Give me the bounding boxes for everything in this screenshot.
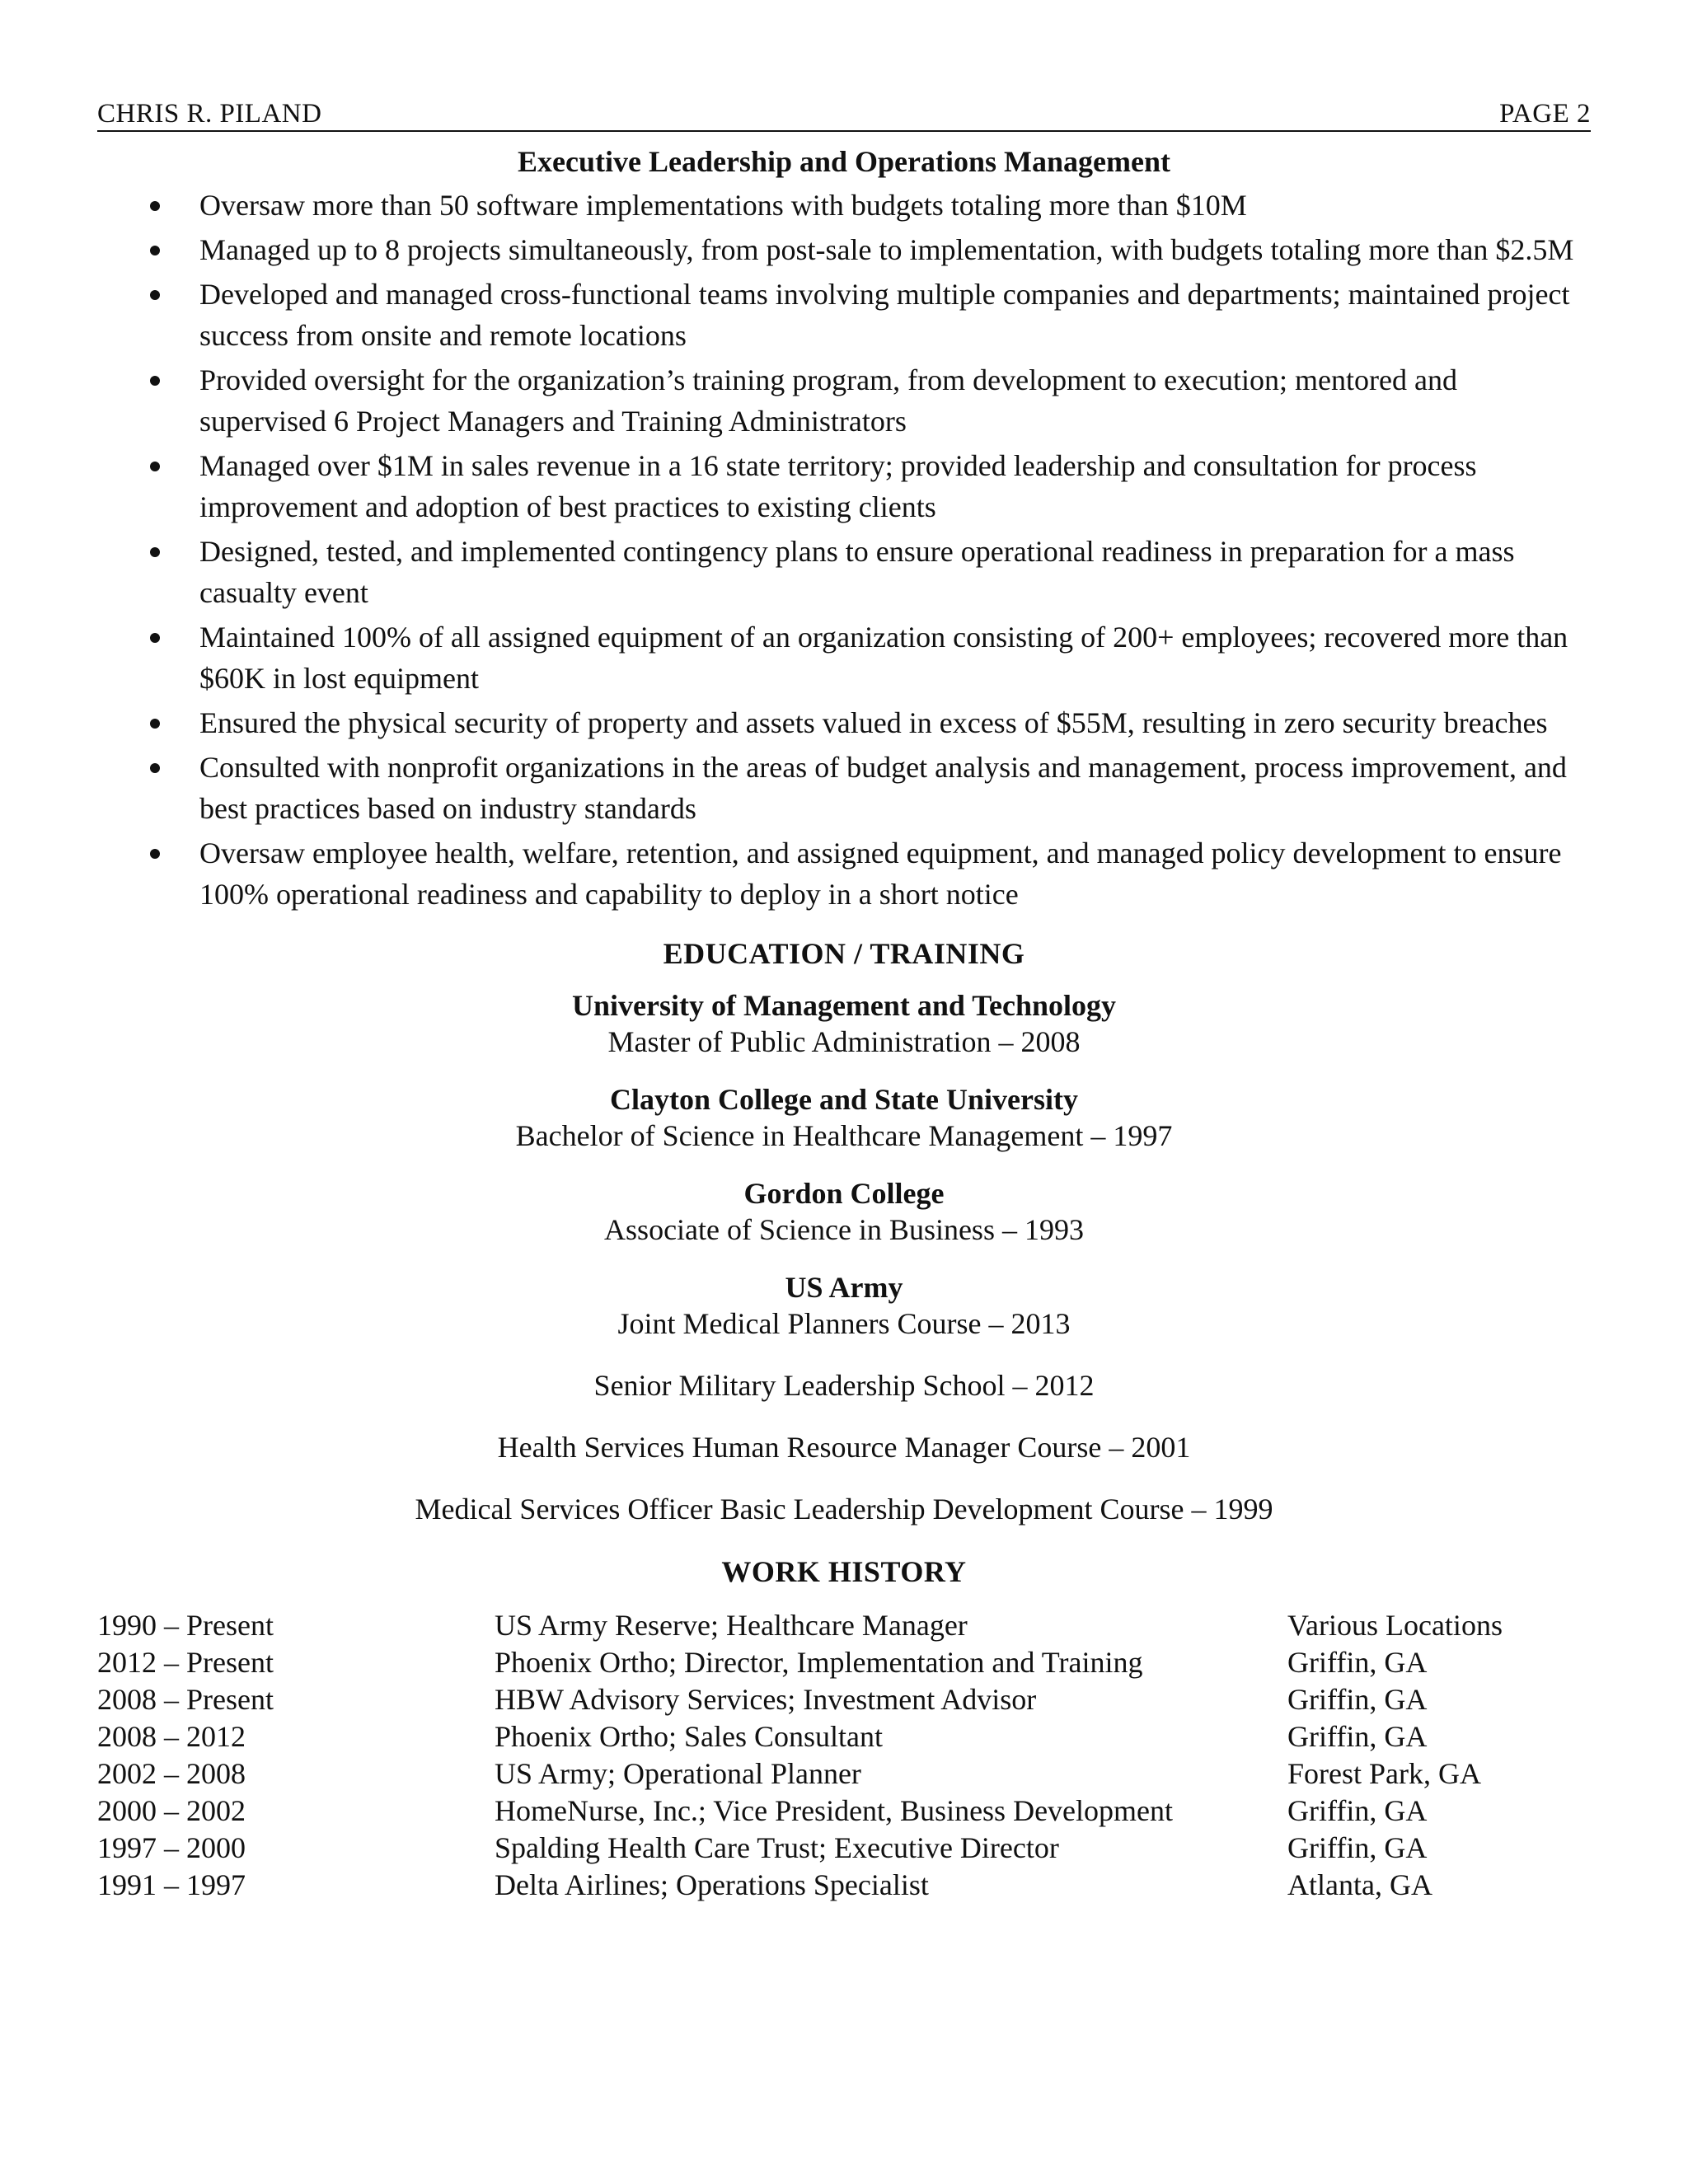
- school-name: US Army: [785, 1271, 903, 1304]
- work-role: Spalding Health Care Trust; Executive Director: [495, 1831, 1059, 1864]
- school-name: Gordon College: [743, 1177, 945, 1210]
- work-history-heading: WORK HISTORY: [721, 1555, 967, 1588]
- list-item: Managed up to 8 projects simultaneously, from post-sale to implementation, with budgets totaling more than $2.5M: [97, 229, 1591, 270]
- work-location: Griffin, GA: [1287, 1794, 1428, 1827]
- degree-name: Bachelor of Science in Healthcare Management – 1997: [515, 1119, 1173, 1152]
- work-location: Griffin, GA: [1287, 1831, 1428, 1864]
- bullet-icon: [150, 763, 160, 773]
- education-entry: [97, 1081, 1591, 1154]
- work-dates: 1990 – Present: [97, 1609, 274, 1642]
- leadership-heading: Executive Leadership and Operations Management: [518, 145, 1170, 178]
- degree-name: Master of Public Administration – 2008: [607, 1025, 1081, 1058]
- work-role: Phoenix Ortho; Sales Consultant: [495, 1720, 883, 1753]
- table-row: [97, 1793, 1591, 1830]
- work-location: Griffin, GA: [1287, 1720, 1428, 1753]
- table-row: [97, 1830, 1591, 1867]
- training-course: Health Services Human Resource Manager Course – 2001: [497, 1431, 1191, 1464]
- list-item: Oversaw more than 50 software implementations with budgets totaling more than $10M: [97, 185, 1591, 226]
- header-page-number: PAGE 2: [1499, 99, 1591, 129]
- table-row: [97, 1755, 1591, 1793]
- bullet-icon: [150, 849, 160, 859]
- work-location: Atlanta, GA: [1287, 1868, 1432, 1901]
- education-entry: [97, 1269, 1591, 1342]
- bullet-icon: [150, 719, 160, 729]
- work-location: Various Locations: [1287, 1609, 1503, 1642]
- table-row: [97, 1718, 1591, 1755]
- work-role: US Army Reserve; Healthcare Manager: [495, 1609, 968, 1642]
- work-dates: 2012 – Present: [97, 1646, 274, 1679]
- education-heading: EDUCATION / TRAINING: [663, 937, 1025, 970]
- work-role: US Army; Operational Planner: [495, 1757, 861, 1790]
- work-role: Phoenix Ortho; Director, Implementation and Training: [495, 1646, 1143, 1679]
- degree-name: Joint Medical Planners Course – 2013: [617, 1307, 1071, 1340]
- work-dates: 1991 – 1997: [97, 1868, 246, 1901]
- table-row: [97, 1681, 1591, 1718]
- header-name: CHRIS R. PILAND: [97, 99, 322, 129]
- list-item: Designed, tested, and implemented contingency plans to ensure operational readiness in preparation for a mass casualty event: [97, 531, 1591, 613]
- list-item: Provided oversight for the organization’s training program, from development to execution; mentored and supervised 6 Project Managers and Training Administrators: [97, 359, 1591, 442]
- list-item: Oversaw employee health, welfare, retention, and assigned equipment, and managed policy development to ensure 100% operational readiness and capability to deploy in a short notice: [97, 832, 1591, 915]
- school-name: University of Management and Technology: [571, 989, 1117, 1022]
- work-location: Griffin, GA: [1287, 1646, 1428, 1679]
- leadership-list: [97, 185, 1591, 915]
- bullet-icon: [150, 547, 160, 557]
- table-row: [97, 1607, 1591, 1644]
- bullet-icon: [150, 376, 160, 386]
- table-row: [97, 1644, 1591, 1681]
- list-item: Maintained 100% of all assigned equipment of an organization consisting of 200+ employees; recovered more than $60K in lost equipment: [97, 616, 1591, 699]
- bullet-icon: [150, 201, 160, 211]
- list-item: Consulted with nonprofit organizations in the areas of budget analysis and management, process improvement, and best practices based on industry standards: [97, 747, 1591, 829]
- degree-name: Associate of Science in Business – 1993: [604, 1213, 1084, 1246]
- work-dates: 2002 – 2008: [97, 1757, 246, 1790]
- work-dates: 1997 – 2000: [97, 1831, 246, 1864]
- work-role: HBW Advisory Services; Investment Advisor: [495, 1683, 1037, 1716]
- work-location: Griffin, GA: [1287, 1683, 1428, 1716]
- training-course: Senior Military Leadership School – 2012: [593, 1369, 1095, 1402]
- work-dates: 2008 – Present: [97, 1683, 274, 1716]
- school-name: Clayton College and State University: [610, 1083, 1078, 1116]
- table-row: [97, 1867, 1591, 1904]
- list-item: Ensured the physical security of property and assets valued in excess of $55M, resulting in zero security breaches: [97, 702, 1591, 743]
- list-item: Developed and managed cross-functional teams involving multiple companies and departments; maintained project success from onsite and remote locations: [97, 274, 1591, 356]
- education-entry: [97, 1175, 1591, 1248]
- work-role: HomeNurse, Inc.; Vice President, Business Development: [495, 1794, 1174, 1827]
- bullet-icon: [150, 462, 160, 471]
- page-header: [97, 97, 1591, 132]
- work-dates: 2008 – 2012: [97, 1720, 246, 1753]
- work-location: Forest Park, GA: [1287, 1757, 1481, 1790]
- work-dates: 2000 – 2002: [97, 1794, 246, 1827]
- education-entry: [97, 987, 1591, 1060]
- bullet-icon: [150, 290, 160, 300]
- bullet-icon: [150, 633, 160, 643]
- training-course: Medical Services Officer Basic Leadership Development Course – 1999: [415, 1493, 1273, 1526]
- list-item: Managed over $1M in sales revenue in a 16 state territory; provided leadership and consultation for process improvement and adoption of best practices to existing clients: [97, 445, 1591, 527]
- bullet-icon: [150, 246, 160, 255]
- work-history-table: [97, 1607, 1591, 1904]
- work-role: Delta Airlines; Operations Specialist: [495, 1868, 929, 1901]
